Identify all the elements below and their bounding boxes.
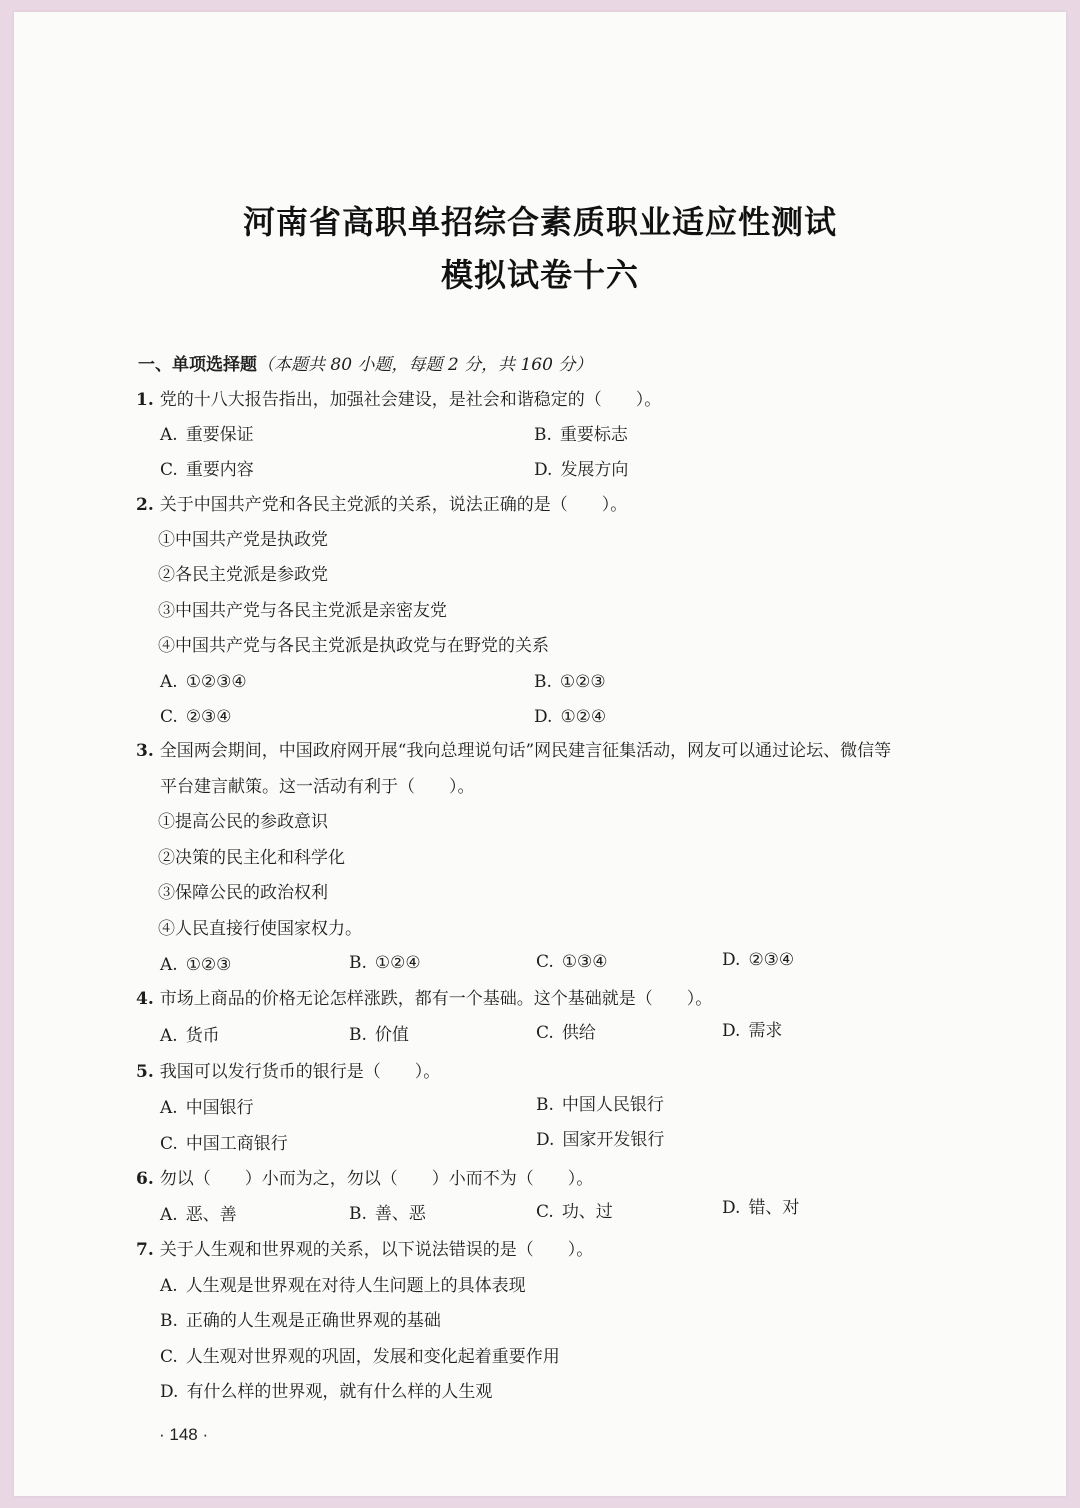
question-1-option-d: D. 发展方向 <box>534 460 629 480</box>
question-3-statement-4: ④人民直接行使国家权力。 <box>158 919 362 939</box>
page-number: · 148 · <box>159 1425 209 1444</box>
question-7-option-a: A. 人生观是世界观在对待人生问题上的具体表现 <box>160 1276 526 1296</box>
question-6-option-b: B. 善、恶 <box>349 1204 426 1224</box>
question-3-option-a: A. ①②③ <box>160 955 232 975</box>
question-1-option-a: A. 重要保证 <box>160 425 254 445</box>
question-4-option-b: B. 价值 <box>349 1025 409 1045</box>
question-2-option-a: A. ①②③④ <box>160 672 247 692</box>
question-4-option-d: D. 需求 <box>722 1021 783 1041</box>
section-title: 一、单项选择题 <box>138 355 257 375</box>
question-2-statement-2: ②各民主党派是参政党 <box>158 565 328 585</box>
question-3-stem-continued: 平台建言献策。这一活动有利于（ ）。 <box>160 777 475 797</box>
question-1-option-b: B. 重要标志 <box>534 425 628 445</box>
question-2-option-b: B. ①②③ <box>534 672 606 692</box>
question-3-option-b: B. ①②④ <box>349 953 421 973</box>
question-2-stem: 2. 关于中国共产党和各民主党派的关系，说法正确的是（ ）。 <box>136 495 628 515</box>
question-7-option-b: B. 正确的人生观是正确世界观的基础 <box>160 1311 441 1331</box>
question-6-option-d: D. 错、对 <box>722 1198 800 1218</box>
question-3-statement-2: ②决策的民主化和科学化 <box>158 848 345 868</box>
question-3-stem: 3. 全国两会期间，中国政府网开展“我向总理说句话”网民建言征集活动，网友可以通过论坛、微信等 <box>136 741 892 761</box>
question-2-option-d: D. ①②④ <box>534 707 607 727</box>
question-4-option-c: C. 供给 <box>536 1023 596 1043</box>
section-note: （本题共 80 小题，每题 2 分，共 160 分） <box>257 355 593 375</box>
question-6-option-c: C. 功、过 <box>536 1202 613 1222</box>
question-4-option-a: A. 货币 <box>160 1026 220 1046</box>
question-1-stem: 1. 党的十八大报告指出，加强社会建设，是社会和谐稳定的（ ）。 <box>136 390 662 410</box>
question-7-stem: 7. 关于人生观和世界观的关系，以下说法错误的是（ ）。 <box>136 1240 594 1260</box>
question-7-option-c: C. 人生观对世界观的巩固，发展和变化起着重要作用 <box>160 1347 560 1367</box>
question-2-statement-4: ④中国共产党与各民主党派是执政党与在野党的关系 <box>158 636 549 656</box>
question-3-statement-3: ③保障公民的政治权利 <box>158 883 328 903</box>
question-2-option-c: C. ②③④ <box>160 707 232 727</box>
section-heading <box>138 354 592 376</box>
exam-subtitle: 模拟试卷十六 <box>440 256 639 294</box>
question-4-stem: 4. 市场上商品的价格无论怎样涨跌，都有一个基础。这个基础就是（ ）。 <box>136 989 713 1009</box>
question-3-statement-1: ①提高公民的参政意识 <box>158 812 328 832</box>
question-6-option-a: A. 恶、善 <box>160 1205 237 1225</box>
question-5-stem: 5. 我国可以发行货币的银行是（ ）。 <box>136 1062 441 1082</box>
question-1-option-c: C. 重要内容 <box>160 460 254 480</box>
question-3-option-d: D. ②③④ <box>722 950 795 970</box>
question-5-option-a: A. 中国银行 <box>160 1098 254 1118</box>
question-5-option-b: B. 中国人民银行 <box>536 1095 664 1115</box>
question-3-option-c: C. ①③④ <box>536 952 608 972</box>
question-5-option-d: D. 国家开发银行 <box>536 1130 665 1150</box>
question-7-option-d: D. 有什么样的世界观，就有什么样的人生观 <box>160 1382 493 1402</box>
exam-page <box>14 12 1066 1496</box>
question-2-statement-3: ③中国共产党与各民主党派是亲密友党 <box>158 601 447 621</box>
question-6-stem: 6. 勿以（ ）小而为之，勿以（ ）小而不为（ ）。 <box>136 1169 594 1189</box>
question-5-option-c: C. 中国工商银行 <box>160 1134 288 1154</box>
exam-title: 河南省高职单招综合素质职业适应性测试 <box>242 203 837 241</box>
question-2-statement-1: ①中国共产党是执政党 <box>158 530 328 550</box>
